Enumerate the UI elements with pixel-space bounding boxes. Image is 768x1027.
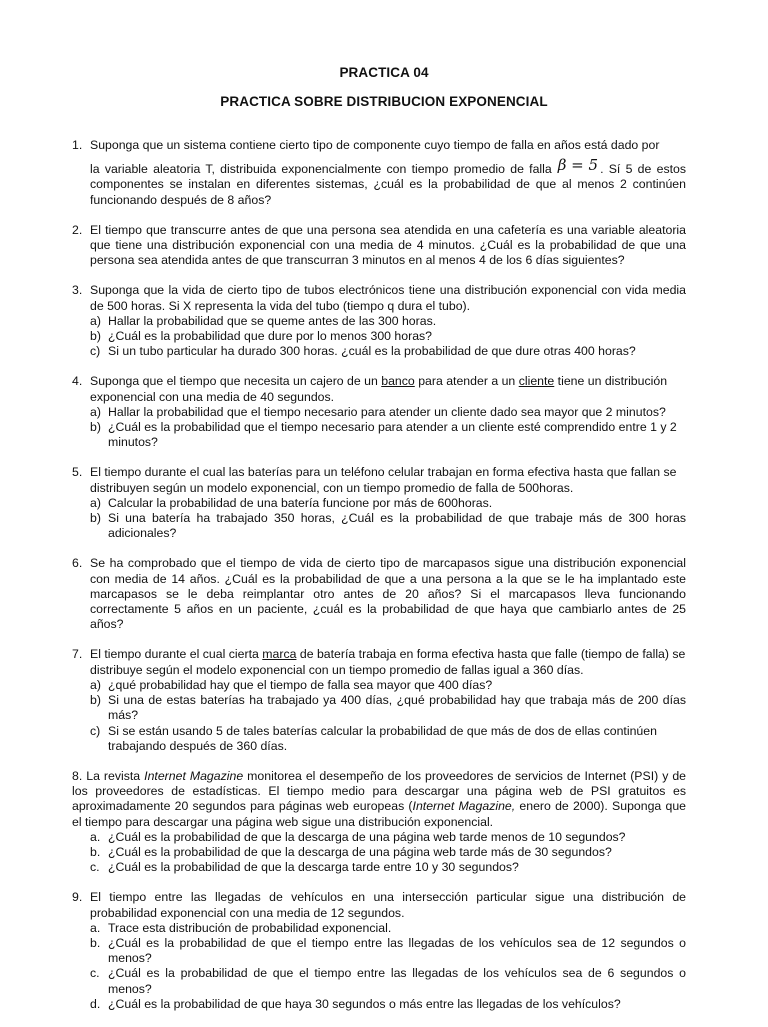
problem-item — [90, 678, 686, 693]
item-label: a) — [90, 313, 101, 328]
item-text: ¿Cuál es la probabilidad de que la descarga de una página web tarde menos de 10 segundos? — [108, 829, 626, 844]
item-label: c) — [90, 344, 101, 359]
problem-7 — [72, 647, 686, 753]
problem-item — [90, 420, 686, 450]
item-label: b. — [90, 844, 101, 859]
item-text: ¿Cuál es la probabilidad de que haya 30 segundos o más entre las llegadas de los vehículos? — [108, 996, 621, 1011]
problem-text: El tiempo durante el cual las baterías para un teléfono celular trabajan en forma efectiva hasta que fallan se distribuyen según un modelo exponencial, con un tiempo promedio de falla de 500horas. — [90, 465, 677, 495]
item-label: b) — [90, 511, 101, 526]
item-text: ¿Cuál es la probabilidad de que la descarga de una página web tarde más de 30 segundos? — [108, 844, 612, 859]
item-label: a. — [90, 829, 101, 844]
problem-list — [72, 138, 686, 1027]
item-text: Trace esta distribución de probabilidad exponencial. — [108, 920, 392, 935]
problem-number: 5. — [72, 465, 83, 480]
item-text: Hallar la probabilidad que se queme antes de las 300 horas. — [108, 313, 437, 328]
problem-text-line2: la variable aleatoria T, distribuida exponencialmente con tiempo promedio de falla — [90, 162, 552, 177]
item-text: ¿Cuál es la probabilidad de que la descarga tarde entre 10 y 30 segundos? — [108, 860, 519, 875]
problem-item — [90, 496, 686, 511]
item-text: Si un tubo particular ha durado 300 horas. ¿cuál es la probabilidad de que dure otras 400 horas? — [108, 344, 636, 359]
document-subtitle: PRACTICA SOBRE DISTRIBUCION EXPONENCIAL — [220, 94, 548, 109]
problem-text: 8. La revista Internet Magazine monitorea el desempeño de los proveedores de servicios de Internet (PSI) y de los proveedores de estadísticas. El tiempo medio para descargar una página web de PSI gratuitos es aproximadamente 20 segundos para páginas web europeas (Internet Magazine, enero de 2000). Suponga que el tiempo para descargar una página web sigue una distribución exponencial. — [72, 768, 687, 829]
problem-number: 6. — [72, 556, 83, 571]
item-text: ¿Cuál es la probabilidad de que el tiempo entre las llegadas de los vehículos sea de 12 segundos o menos? — [108, 935, 686, 966]
problem-number: 7. — [72, 647, 83, 662]
problem-item — [90, 936, 686, 966]
item-text: Calcular la probabilidad de una batería funcione por más de 600horas. — [108, 495, 493, 510]
problem-8 — [72, 769, 686, 875]
problem-2 — [72, 223, 686, 269]
item-text: Si una de estas baterías ha trabajado ya 400 días, ¿qué probabilidad hay que trabaja más de 200 días más? — [108, 693, 686, 723]
problem-item — [90, 693, 686, 723]
magazine-name: Internet Magazine — [144, 768, 244, 783]
problem-4 — [72, 374, 686, 450]
item-label: a) — [90, 495, 101, 510]
magazine-name: Internet Magazine, — [412, 799, 516, 814]
item-text: ¿Cuál es la probabilidad que el tiempo necesario para atender a un cliente esté comprendido entre 1 y 2 minutos? — [108, 420, 677, 450]
problem-3 — [72, 283, 686, 359]
problem-item — [90, 921, 686, 936]
problem-text-line1: Suponga que un sistema contiene cierto tipo de componente cuyo tiempo de falla en años está dado por — [90, 138, 660, 152]
problem-text: Se ha comprobado que el tiempo de vida de cierto tipo de marcapasos sigue una distribución exponencial con media de 14 años. ¿Cuál es la probabilidad de que a una persona a la que se le ha implantado este marcapasos se le deba reimplantar otro antes de 20 años? Si el marcapasos lleva funcionando correctamente 5 años en un paciente, ¿cuál es la probabilidad de que haya que cambiarlo antes de 25 años? — [90, 556, 686, 632]
problem-item — [90, 997, 686, 1012]
problem-number: 8. — [72, 768, 83, 783]
item-text: ¿qué probabilidad hay que el tiempo de falla sea mayor que 400 días? — [108, 677, 493, 692]
problem-item — [90, 314, 686, 329]
item-label: d. — [90, 996, 101, 1011]
problem-number: 3. — [72, 283, 83, 298]
problem-number: 9. — [72, 890, 83, 905]
problem-item — [90, 845, 686, 860]
item-text: Si una batería ha trabajado 350 horas, ¿Cuál es la probabilidad de que trabaje más de 300 horas adicionales? — [108, 511, 686, 541]
banco-link[interactable]: banco — [381, 374, 415, 389]
item-label: c. — [90, 860, 100, 875]
problem-text: El tiempo que transcurre antes de que una persona sea atendida en una cafetería es una variable aleatoria que tiene una distribución exponencial con una media de 4 minutos. ¿Cuál es la probabilidad de que una persona sea atendida antes de que transcurran 3 minutos en al menos 4 de los 6 días siguientes? — [90, 222, 686, 268]
problem-item — [90, 860, 686, 875]
problem-item — [90, 329, 686, 344]
problem-item — [90, 344, 686, 359]
item-label: b) — [90, 329, 101, 344]
beta-formula: β = 5 — [557, 156, 599, 175]
item-label: a. — [90, 920, 101, 935]
marca-link[interactable]: marca — [262, 647, 297, 662]
document-title: PRACTICA 04 — [339, 65, 429, 80]
problem-text: El tiempo entre las llegadas de vehículos en una intersección particular sigue una distribución de probabilidad exponencial con una media de 12 segundos. — [90, 890, 686, 920]
problem-text: Suponga que el tiempo que necesita un cajero de un banco para atender a un cliente tiene un distribución exponencial con una media de 40 segundos. — [90, 374, 668, 404]
cliente-link[interactable]: cliente — [518, 374, 555, 389]
problem-number: 4. — [72, 374, 83, 389]
item-label: a) — [90, 404, 101, 419]
problem-number: 1. — [72, 138, 83, 152]
problem-6 — [72, 556, 686, 632]
item-text: Hallar la probabilidad que el tiempo necesario para atender un cliente dado sea mayor que 2 minutos? — [108, 404, 666, 419]
problem-item — [90, 724, 686, 754]
problem-text — [90, 138, 686, 208]
item-label: b) — [90, 693, 101, 708]
item-text: Si se están usando 5 de tales baterías calcular la probabilidad de que más de dos de ellas continúen trabajando después de 360 días. — [108, 723, 657, 753]
problem-9 — [72, 890, 686, 1012]
problem-1 — [72, 138, 686, 208]
problem-item — [90, 405, 686, 420]
item-text: ¿Cuál es la probabilidad que dure por lo menos 300 horas? — [108, 329, 433, 344]
problem-5 — [72, 465, 686, 541]
problem-item — [90, 966, 686, 996]
problem-item — [90, 511, 686, 541]
item-text: ¿Cuál es la probabilidad de que el tiempo entre las llegadas de los vehículos sea de 6 segundos o menos? — [108, 966, 686, 996]
problem-text: El tiempo durante el cual cierta marca de batería trabaja en forma efectiva hasta que falle (tiempo de falla) se distribuye según el modelo exponencial con un tiempo promedio de fallas igual a 360 días. — [90, 647, 686, 677]
problem-item — [90, 830, 686, 845]
problem-text: Suponga que la vida de cierto tipo de tubos electrónicos tiene una distribución exponencial con vida media de 500 horas. Si X representa la vida del tubo (tiempo q dura el tubo). — [90, 283, 686, 313]
problem-number: 2. — [72, 222, 83, 237]
item-label: c) — [90, 723, 101, 738]
item-label: a) — [90, 677, 101, 692]
item-label: b) — [90, 420, 101, 435]
item-label: b. — [90, 935, 101, 950]
problem-text-line2b: . Sí 5 de estos componentes se instalan en diferentes sistemas, ¿cuál es la probabilidad de que al menos 2 continúen funcionando después de 8 años? — [90, 162, 686, 207]
item-label: c. — [90, 966, 100, 981]
